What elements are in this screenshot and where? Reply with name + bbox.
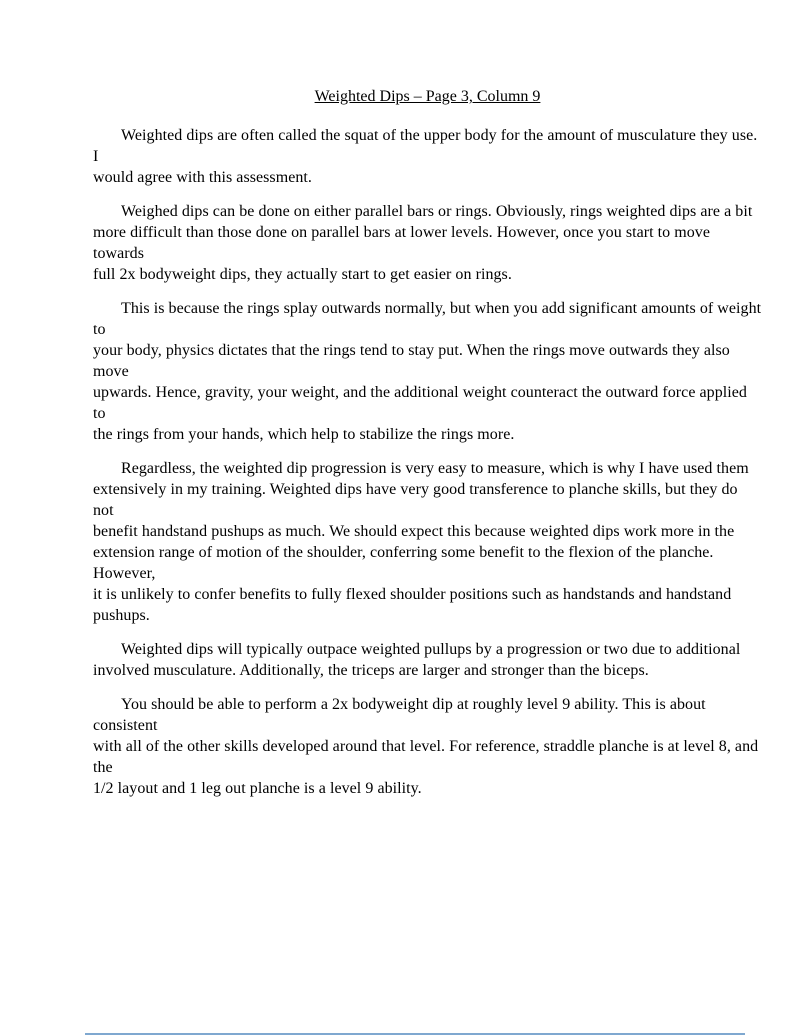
paragraph: Weighted dips are often called the squat of the upper body for the amount of musculature they use. I would agree with this assessment.	[93, 127, 758, 186]
paragraph: You should be able to perform a 2x bodyweight dip at roughly level 9 ability. This is about consistent with all of the other skills developed around that level. For reference, straddle planche is at level 8, and the 1/2 layout and 1 leg out planche is a level 9 ability.	[93, 696, 759, 797]
document-title: Weighted Dips – Page 3, Column 9	[314, 88, 541, 105]
paragraph: This is because the rings splay outwards normally, but when you add significant amounts of weight to your body, physics dictates that the rings tend to stay put. When the rings move outwards they also move upwards. Hence, gravity, your weight, and the additional weight counteract the outward force applied to the rings from your hands, which help to stabilize the rings more.	[93, 300, 762, 443]
paragraph: Regardless, the weighted dip progression is very easy to measure, which is why I have used them extensively in my training. Weighted dips have very good transference to planche skills, but they do not benefit handstand pushups as much. We should expect this because weighted dips work more in the extension range of motion of the shoulder, conferring some benefit to the flexion of the planche. However, it is unlikely to confer benefits to fully flexed shoulder positions such as handstands and handstand pushups.	[93, 460, 749, 624]
paragraph: Weighted dips will typically outpace weighted pullups by a progression or two due to additional involved musculature. Additionally, the triceps are larger and stronger than the biceps.	[93, 641, 741, 679]
paragraph: Weighed dips can be done on either parallel bars or rings. Obviously, rings weighted dips are a bit more difficult than those done on parallel bars at lower levels. However, once you start to move towards full 2x bodyweight dips, they actually start to get easier on rings.	[93, 203, 753, 283]
document-body	[93, 125, 762, 799]
